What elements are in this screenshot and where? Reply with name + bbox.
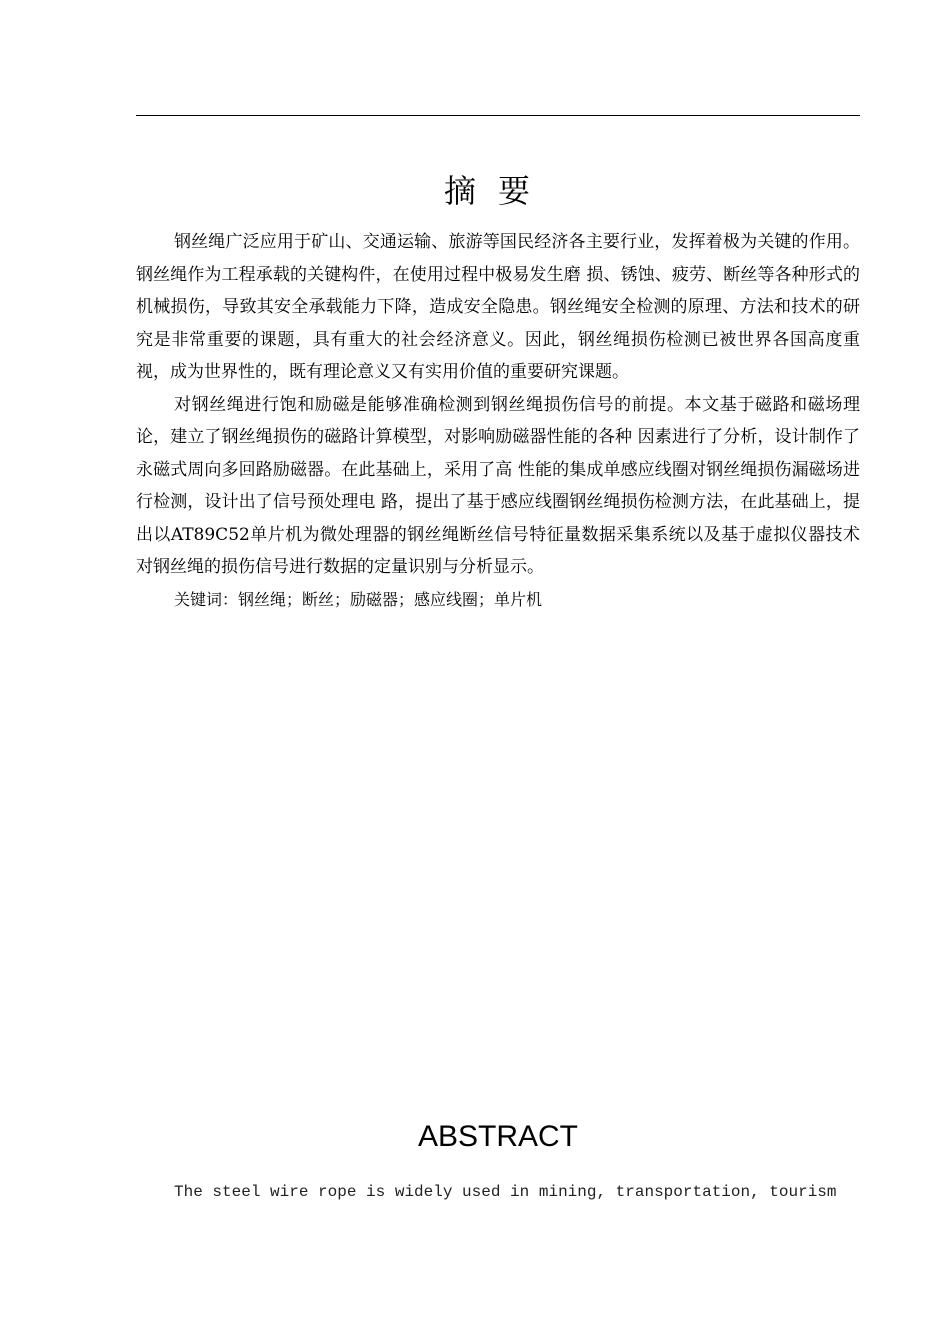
- abstract-cn-paragraph-1: 钢丝绳广泛应用于矿山、交通运输、旅游等国民经济各主要行业，发挥着极为关键的作用。钢丝绳作为工程承载的关键构件，在使用过程中极易发生磨 损、锈蚀、疲劳、断丝等各种形式的机械损伤，导致其安全承载能力下降，造成安全隐患。钢丝绳安全检测的原理、方法和技术的研究是非常重要的课题，具有重大的社会经济意义。因此，钢丝绳损伤检测已被世界各国高度重视，成为世界性的，既有理论意义又有实用价值的重要研究课题。: [136, 232, 860, 382]
- abstract-en-first-line: The steel wire rope is widely used in mining, transportation, tourism: [174, 1183, 837, 1201]
- abstract-cn-body: [136, 226, 860, 616]
- keywords-line: 关键词：钢丝绳；断丝；励磁器；感应线圈；单片机: [174, 589, 543, 609]
- abstract-cn-paragraph-2: 对钢丝绳进行饱和励磁是能够准确检测到钢丝绳损伤信号的前提。本文基于磁路和磁场理论，建立了钢丝绳损伤的磁路计算模型，对影响励磁器性能的各种 因素进行了分析，设计制作了永磁式周向多回路励磁器。在此基础上，采用了高 性能的集成单感应线圈对钢丝绳损伤漏磁场进行检测，设计出了信号预处理电 路，提出了基于感应线圈钢丝绳损伤检测方法，在此基础上，提出以AT89C52单片机为微处理器的钢丝绳断丝信号特征量数据采集系统以及基于虚拟仪器技术对钢丝绳的损伤信号进行数据的定量识别与分析显示。: [136, 394, 860, 577]
- abstract-cn-title: 摘要: [443, 172, 552, 210]
- abstract-en-title: ABSTRACT: [417, 1120, 579, 1153]
- header-rule: [136, 115, 860, 116]
